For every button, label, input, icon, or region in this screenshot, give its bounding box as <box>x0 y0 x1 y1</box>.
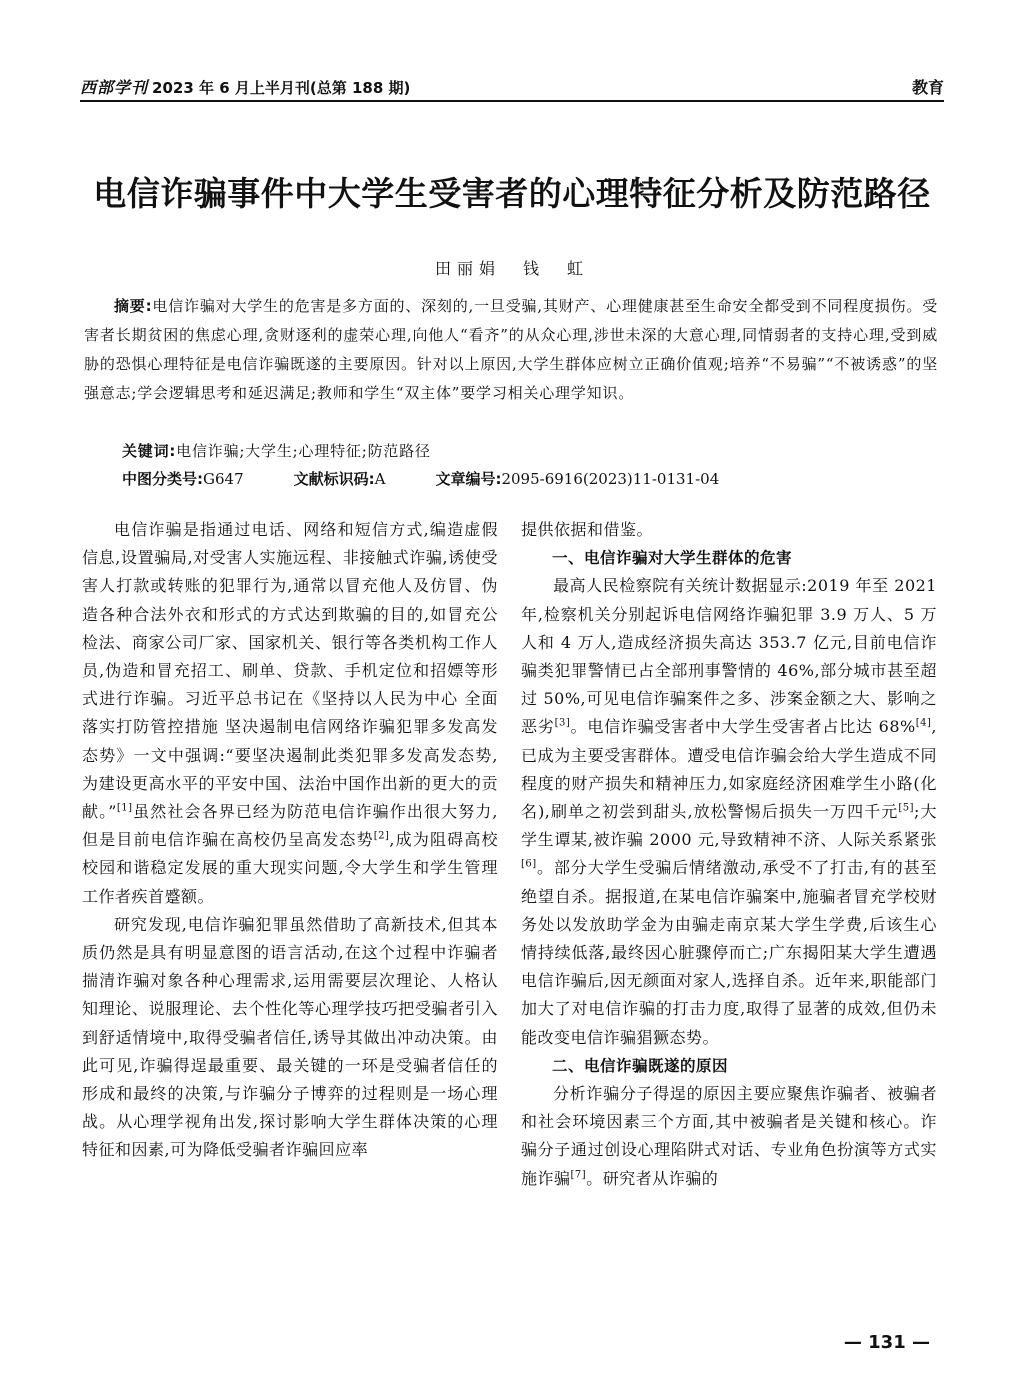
text-run: ,成为阻碍高校校园和谐稳定发展的重大现实问题,令大学生和学生管理工作者疾首蹙额。 <box>82 830 498 906</box>
section-label: 教育 <box>911 78 944 97</box>
citation-7: [7] <box>570 1169 587 1181</box>
section-heading-2: 二、电信诈骗既遂的原因 <box>552 1056 729 1075</box>
article-title: 电信诈骗事件中大学生受害者的心理特征分析及防范路径 <box>93 174 931 213</box>
classification-line <box>122 468 938 489</box>
text-run: 。部分大学生受骗后情绪激动,承受不了打击,有的甚至绝望自杀。据报道,在某电信诈骗案中,施骗者冒充学校财务处以发放助学金为由骗走南京某大学生学费,后该生心情持续低落,最终因心脏骤停而亡;广东揭阳某大学生遭遇电信诈骗后,因无颜面对家人,选择自杀。近年来,职能部门加大了对电信诈骗的打击力度,取得了显著的成效,但仍未能改变电信诈骗猖獗态势。 <box>521 858 937 1047</box>
citation-3: [3] <box>554 718 571 730</box>
text-run: 分析诈骗分子得逞的原因主要应聚焦诈骗者、被骗者和社会环境因素三个方面,其中被骗者是关键和核心。诈骗分子通过创设心理陷阱式对话、专业角色扮演等方式实施诈骗 <box>521 1084 937 1188</box>
right-column <box>521 516 937 1193</box>
article-value: 2095-6916(2023)11-0131-04 <box>501 470 720 488</box>
paragraph-harm <box>521 572 937 1051</box>
citation-5: [5] <box>898 802 915 814</box>
document-code <box>294 468 386 489</box>
section-heading-1: 一、电信诈骗对大学生群体的危害 <box>552 549 793 568</box>
clc-label: 中图分类号: <box>122 470 203 488</box>
paragraph-research: 研究发现,电信诈骗犯罪虽然借助了高新技术,但其本质仍然是具有明显意图的语言活动,在这个过程中诈骗者揣清诈骗对象各种心理需求,运用需要层次理论、人格认知理论、说服理论、去个性化等心理学技巧把受骗者引入到舒适情境中,取得受骗者信任,诱导其做出冲动决策。由此可见,诈骗得逞最重要、最关键的一环是受骗者信任的形成和最终的决策,与诈骗分子博弈的过程则是一场心理战。从心理学视角出发,探讨影响大学生群体决策的心理特征和因素,可为降低受骗者诈骗回应率 <box>82 914 498 1160</box>
text-run: 。研究者从诈骗的 <box>586 1168 719 1188</box>
abstract <box>84 292 938 408</box>
text-run: ;大学生谭某,被诈骗 2000 元,导致精神不济、人际关系紧张 <box>521 802 937 850</box>
page-number: — 131 — <box>843 1332 930 1353</box>
abstract-label: 摘要: <box>114 297 153 315</box>
doc-value: A <box>374 470 386 488</box>
journal-logo: 西部学刊 <box>80 78 149 97</box>
clc-number <box>122 468 244 489</box>
citation-4: [4] <box>915 718 932 730</box>
paragraph-intro <box>82 516 498 911</box>
page-header <box>80 70 944 98</box>
keywords <box>122 440 938 461</box>
clc-value: G647 <box>203 470 244 488</box>
citation-6: [6] <box>521 859 537 871</box>
header-rule <box>80 100 944 102</box>
citation-1: [1] <box>116 802 133 814</box>
text-run: 最高人民检察院有关统计数据显示:2019 年至 2021 年,检察机关分别起诉电信网络诈骗犯罪 3.9 万人、5 万人和 4 万人,造成经济损失高达 353.7 亿元,目前电信诈骗类犯罪警情已占全部刑事警情的 46%,部分城市甚至超过 50%,可见电信诈骗案件之多、涉案金额之大、影响之恶劣 <box>521 576 937 737</box>
issue-info: 2023 年 6 月上半月刊(总第 188 期) <box>152 79 411 97</box>
doc-label: 文献标识码: <box>293 470 375 488</box>
citation-2: [2] <box>373 830 390 842</box>
text-run: 。电信诈骗受害者中大学生受害者占比达 68% <box>570 717 916 737</box>
abstract-text: 电信诈骗对大学生的危害是多方面的、深刻的,一旦受骗,其财产、心理健康甚至生命安全都受到不同程度损伤。受害者长期贫困的焦虑心理,贪财逐利的虚荣心理,向他人“看齐”的从众心理,涉世未深的大意心理,同情弱者的支持心理,受到威胁的恐惧心理特征是电信诈骗既遂的主要原因。针对以上原因,大学生群体应树立正确价值观;培养“不易骗”“不被诱惑”的坚强意志;学会逻辑思考和延迟满足;教师和学生“双主体”要学习相关心理学知识。 <box>84 297 939 402</box>
keywords-label: 关键词: <box>122 442 177 460</box>
authors: 田丽娟 钱 虹 <box>434 259 589 278</box>
text-run: 虽然社会各界已经为防范电信诈骗作出很大努力,但是目前电信诈骗在高校仍呈高发态势 <box>82 802 498 850</box>
text-run: 电信诈骗是指通过电话、网络和短信方式,编造虚假信息,设置骗局,对受害人实施远程、非接触式诈骗,诱使受害人打款或转账的犯罪行为,通常以冒充他人及仿冒、伪造各种合法外衣和形式的方式达到欺骗的目的,如冒充公检法、商家公司厂家、国家机关、银行等各类机构工作人员,伪造和冒充招工、刷单、贷款、手机定位和招嫖等形式进行诈骗。习近平总书记在《坚持以人民为中心 全面落实打防管控措施 坚决遏制电信网络诈骗犯罪多发高发态势》一文中强调:“要坚决遏制此类犯罪多发高发态势,为建设更高水平的平安中国、法治中国作出新的更大的贡献。” <box>82 520 498 822</box>
article-label: 文章编号: <box>435 470 502 488</box>
text-run: ,已成为主要受害群体。遭受电信诈骗会给大学生造成不同程度的财产损失和精神压力,如家庭经济困难学生小路(化名),刷单之初尝到甜头,放松警惕后损失一万四千元 <box>521 717 937 822</box>
article-number <box>435 468 719 489</box>
keywords-text: 电信诈骗;大学生;心理特征;防范路径 <box>176 442 431 460</box>
paragraph-causes <box>521 1080 937 1193</box>
left-column <box>82 516 498 1165</box>
paragraph-continuation: 提供依据和借鉴。 <box>521 520 654 539</box>
header-left <box>80 75 410 98</box>
